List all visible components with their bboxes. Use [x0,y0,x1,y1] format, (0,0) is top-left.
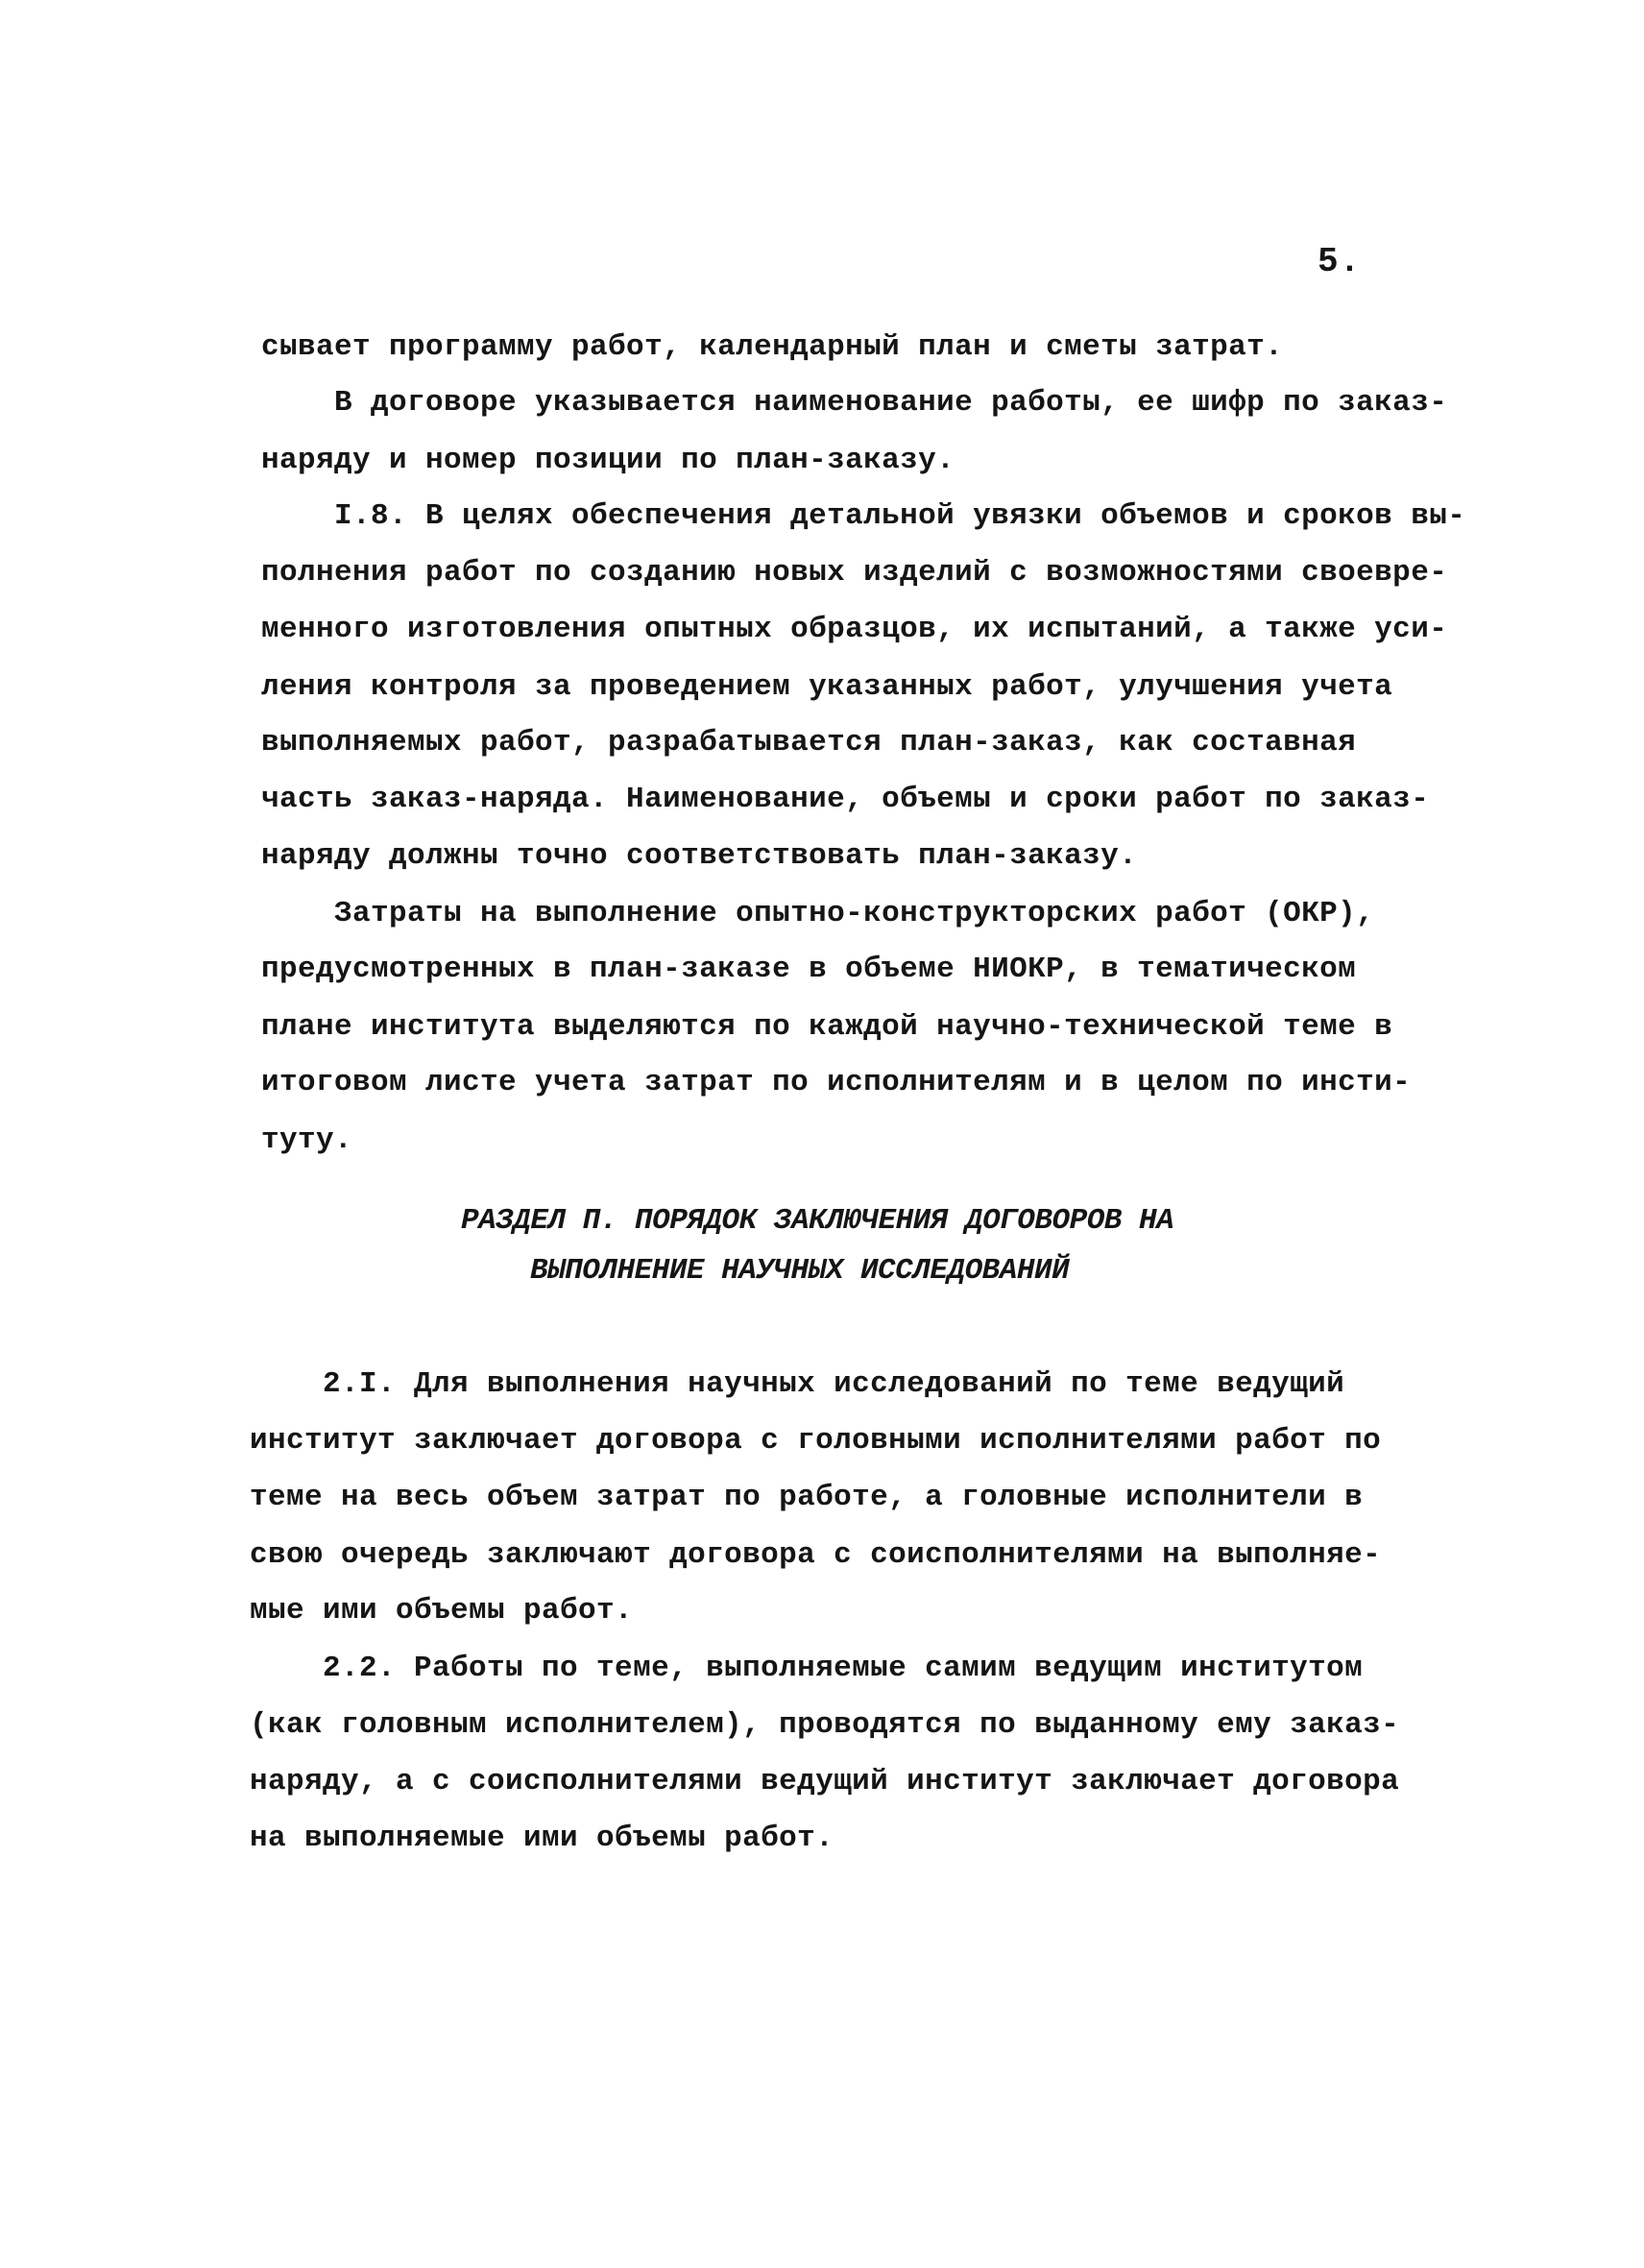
paragraph-line: 2.I. Для выполнения научных исследований по теме ведущий [250,1367,1345,1401]
paragraph-line: часть заказ-наряда. Наименование, объемы и сроки работ по заказ- [261,783,1430,816]
paragraph-line: ления контроля за проведением указанных работ, улучшения учета [261,670,1393,704]
paragraph-line: менного изготовления опытных образцов, их испытаний, а также уси- [261,613,1448,646]
paragraph-line: полнения работ по созданию новых изделий с возможностями своевре- [261,556,1448,590]
paragraph-line: выполняемых работ, разрабатывается план-заказ, как составная [261,726,1357,760]
page-number: 5. [1318,242,1362,281]
paragraph-line: I.8. В целях обеспечения детальной увязки объемов и сроков вы- [261,499,1466,533]
section-heading-line-2: ВЫПОЛНЕНИЕ НАУЧНЫХ ИССЛЕДОВАНИЙ [530,1254,1070,1288]
paragraph-line: наряду должны точно соответствовать план-заказу. [261,839,1138,873]
section-heading-line-1: РАЗДЕЛ П. ПОРЯДОК ЗАКЛЮЧЕНИЯ ДОГОВОРОВ НА [461,1204,1174,1238]
paragraph-line: В договоре указывается наименование работы, ее шифр по заказ- [261,386,1448,420]
paragraph-line: наряду, а с соисполнителями ведущий институт заключает договора [250,1765,1400,1798]
paragraph-line: наряду и номер позиции по план-заказу. [261,444,955,477]
paragraph-line: 2.2. Работы по теме, выполняемые самим ведущим институтом [250,1652,1364,1685]
paragraph-line: на выполняемые ими объемы работ. [250,1822,834,1855]
paragraph-line: плане института выделяются по каждой научно-технической теме в [261,1010,1393,1044]
paragraph-line: свою очередь заключают договора с соисполнителями на выполняе- [250,1538,1382,1572]
paragraph-line: (как головным исполнителем), проводятся по выданному ему заказ- [250,1708,1400,1742]
paragraph-line: институт заключает договора с головными исполнителями работ по [250,1424,1382,1458]
paragraph-line: сывает программу работ, календарный план и сметы затрат. [261,330,1284,364]
paragraph-line: предусмотренных в план-заказе в объеме НИОКР, в тематическом [261,953,1357,986]
paragraph-line: туту. [261,1123,353,1157]
paragraph-line: итоговом листе учета затрат по исполнителям и в целом по инсти- [261,1066,1412,1099]
paragraph-line: теме на весь объем затрат по работе, а головные исполнители в [250,1481,1364,1514]
paragraph-line: мые ими объемы работ. [250,1594,634,1628]
paragraph-line: Затраты на выполнение опытно-конструкторских работ (ОКР), [261,897,1375,930]
